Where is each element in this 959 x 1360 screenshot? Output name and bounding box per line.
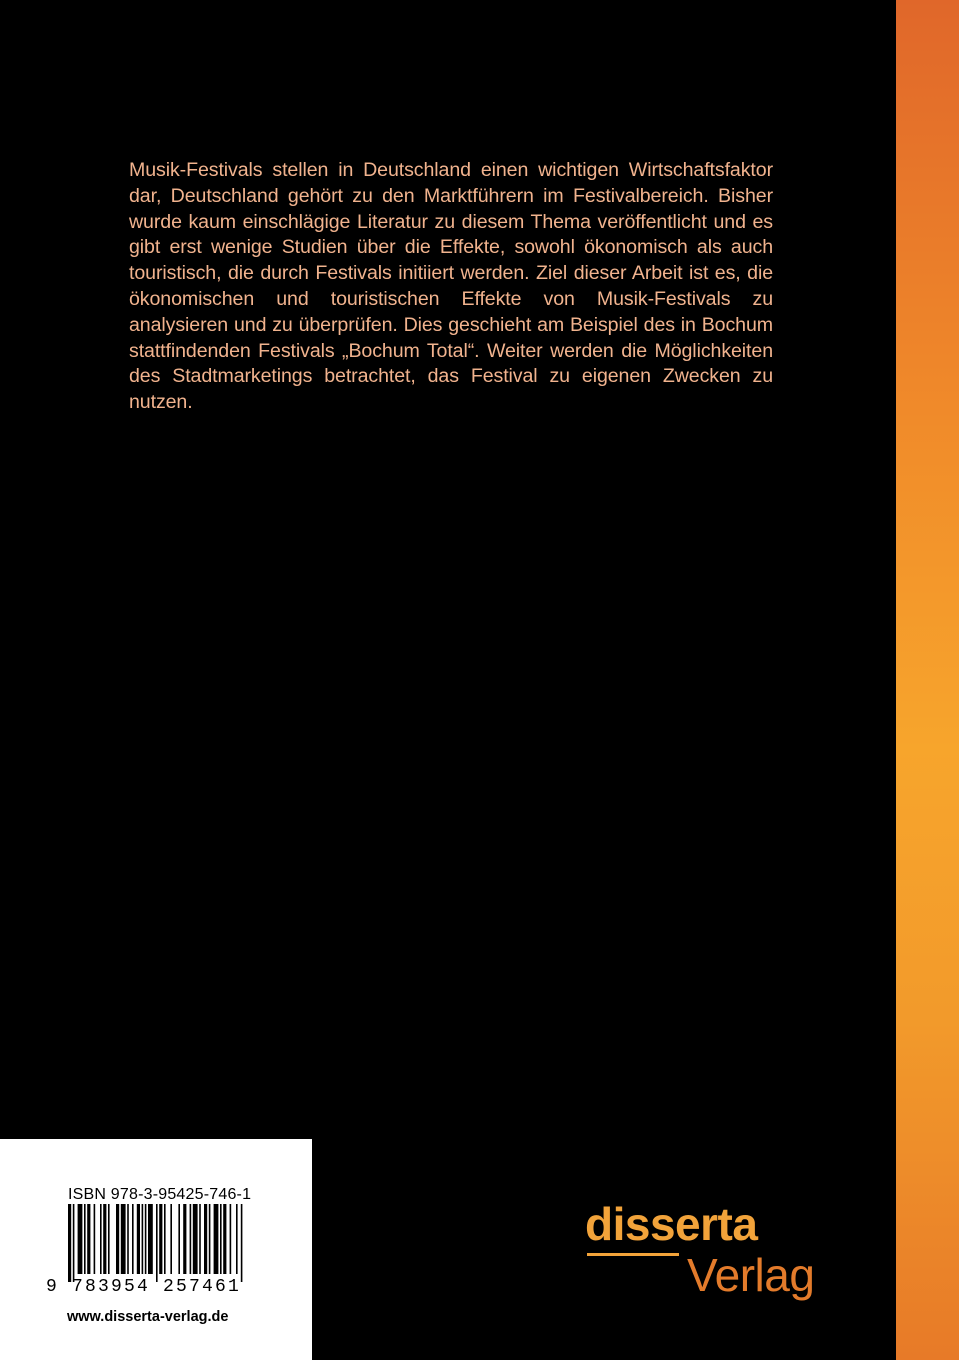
logo-rule [587,1253,679,1256]
publisher-url: www.disserta-verlag.de [67,1309,229,1325]
isbn-label: ISBN 978-3-95425-746-1 [68,1186,252,1203]
barcode-icon [46,1204,256,1284]
barcode-digits: 9 783954 257461 [46,1277,242,1297]
blurb-text: Musik-Festivals stellen in Deutschland einen wichtigen Wirtschaftsfaktor dar, Deutschland gehört zu den Marktführern im Festivalbereich. Bisher wurde kaum einschlägige Literatur zu diesem Thema veröffentlicht und es gibt erst wenige Studien über die Effekte, sowohl ökonomisch als auch touristisch, die durch Festivals initiiert werden. Ziel dieser Arbeit ist es, die ökonomischen und touristischen Effekte von Musik-Festivals zu analysieren und zu überprüfen. Dies geschieht am Beispiel des in Bochum stattfindenden Festivals „Bochum Total“. Weiter werden die Möglichkeiten des Stadtmarketings betrachtet, das Festival zu eigenen Zwecken zu nutzen. [129,159,773,414]
publisher-logo [585,1198,845,1318]
logo-word-disserta: disserta [585,1198,758,1250]
orange-spine-stripe [896,0,959,1360]
logo-word-verlag: Verlag [687,1249,815,1301]
